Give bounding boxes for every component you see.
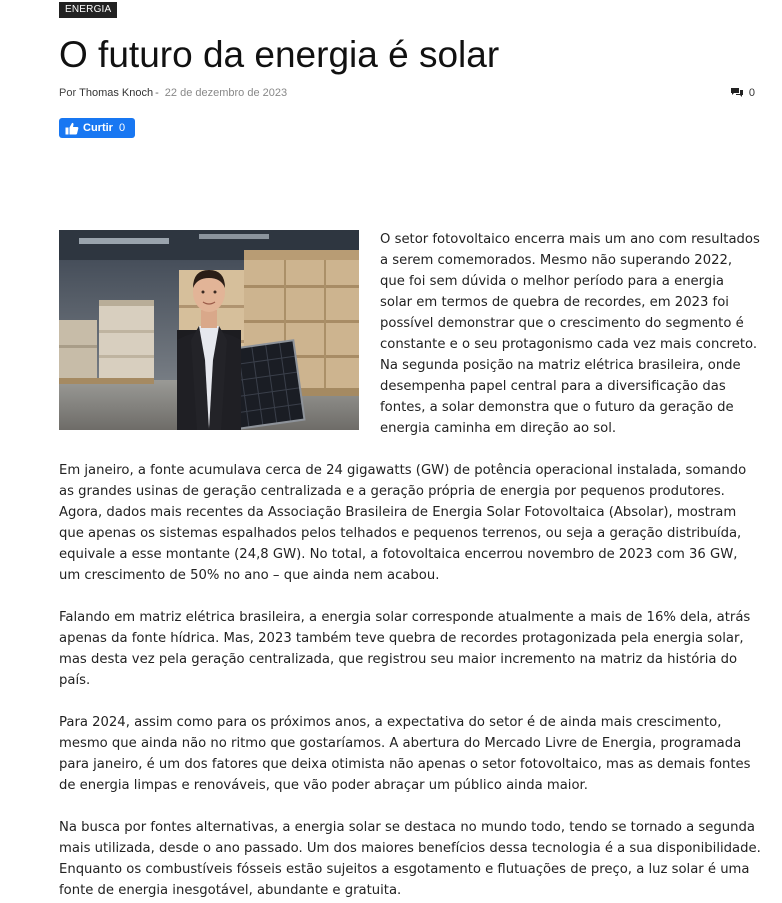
like-count: 0 [118, 122, 126, 134]
category-badge[interactable]: ENERGIA [59, 2, 117, 18]
byline-prefix: Por [59, 87, 77, 99]
man-with-solar-panels-photo [59, 230, 359, 430]
author-link[interactable]: Thomas Knoch [79, 87, 154, 99]
thumbs-up-icon [65, 122, 79, 135]
comments-count: 0 [748, 87, 755, 99]
article-paragraph-5: Na busca por fontes alternativas, a energia solar se destaca no mundo todo, tendo se tornado a segunda mais utilizada, desde o ano passado. Um dos maiores benefícios dessa tecnologia é a sua disponibilidade. Enquanto os combustíveis fósseis estão sujeitos a esgotamento e flutuações de preço, a luz solar é uma fonte de energia inesgotável, abundante e gratuita. [59, 820, 761, 898]
article-paragraph-2: Em janeiro, a fonte acumulava cerca de 24 gigawatts (GW) de potência operacional instalada, somando as grandes usinas de geração centralizada e a geração própria de energia por pequenos produtores. Agora, dados mais recentes da Associação Brasileira de Energia Solar Fotovoltaica (Absolar), mostram que apenas os sistemas espalhados pelos telhados e pequenos terrenos, ou seja a geração distribuída, equivale a esse montante (24,8 GW). No total, a fotovoltaica encerrou novembro de 2023 com 36 GW, um crescimento de 50% no ano – que ainda nem acabou. [59, 463, 747, 583]
article-paragraph-4: Para 2024, assim como para os próximos anos, a expectativa do setor é de ainda mais crescimento, mesmo que ainda não no ritmo que gostaríamos. A abertura do Mercado Livre de Energia, programada para janeiro, é um dos fatores que deixa otimista não apenas o setor fotovoltaico, mas as demais fontes de energia limpas e renováveis, que vão poder abraçar um público ainda maior. [59, 715, 751, 793]
article-paragraph-3: Falando em matriz elétrica brasileira, a energia solar corresponde atualmente a mais de 16% dela, atrás apenas da fonte hídrica. Mas, 2023 também teve quebra de recordes protagonizada pela energia solar, mas desta vez pela geração centralizada, que registrou seu maior incremento na matriz da história do país. [59, 610, 751, 688]
meta-separator: - [155, 87, 159, 99]
comment-icon [730, 87, 744, 99]
article-photo [59, 230, 359, 430]
article-title: O futuro da energia é solar [59, 34, 500, 75]
article-paragraph-1: O setor fotovoltaico encerra mais um ano com resultados a serem comemorados. Mesmo não superando 2022, que foi sem dúvida o melhor período para a energia solar em termos de quebra de recordes, em 2023 foi possível demonstrar que o crescimento do segmento é constante e o seu protagonismo cada vez mais concreto. Na segunda posição na matriz elétrica brasileira, onde desempenha papel central para a diversificação das fontes, a solar demonstra que o futuro da geração de energia caminha em direção ao sol. [380, 232, 760, 436]
comments-link[interactable] [730, 86, 755, 100]
facebook-like-button[interactable] [59, 118, 135, 138]
publish-date: 22 de dezembro de 2023 [164, 87, 288, 99]
like-label: Curtir [83, 122, 113, 134]
article-meta [59, 86, 287, 100]
